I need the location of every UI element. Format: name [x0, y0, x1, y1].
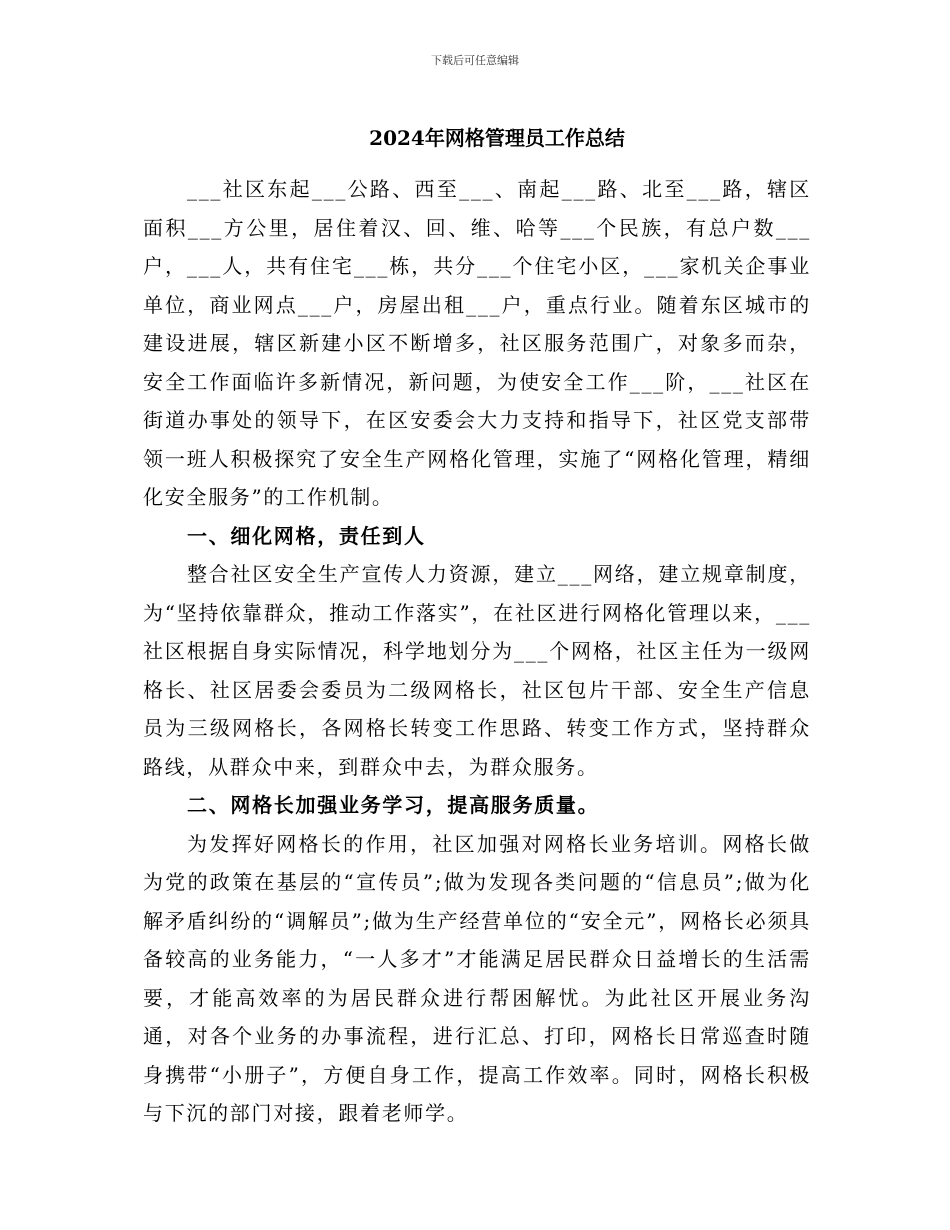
document-title: 2024年网格管理员工作总结 [369, 126, 625, 150]
section-2-heading: 二、网格长加强业务学习，提高服务质量。 [187, 793, 600, 817]
page-header-note: 下载后可任意编辑 [431, 54, 519, 67]
intro-paragraph: ___社区东起___公路、西至___、南起___路、北至___路，辖区面积___方公里，居住着汉、回、维、哈等___个民族，有总户数___户，___人，共有住宅___栋，共分___个住宅小区，___家机关企事业单位，商业网点___户，房屋出租___户，重点行业。随着东区城市的建设进展，辖区新建小区不断增多，社区服务范围广，对象多而杂，安全工作面临许多新情况，新问题，为使安全工作___阶，___社区在街道办事处的领导下，在区安委会大力支持和指导下，社区党支部带领一班人积极探究了安全生产网格化管理，实施了“网格化管理，精细化安全服务”的工作机制。 [143, 177, 811, 509]
section-1-paragraph: 整合社区安全生产宣传人力资源，建立___网络，建立规章制度，为“坚持依靠群众，推动工作落实”，在社区进行网格化管理以来，___社区根据自身实际情况，科学地划分为___个网格，社区主任为一级网格长、社区居委会委员为二级网格长，社区包片干部、安全生产信息员为三级网格长，各网格长转变工作思路、转变工作方式，坚持群众路线，从群众中来，到群众中去，为群众服务。 [143, 562, 811, 779]
section-1-heading: 一、细化网格，责任到人 [187, 523, 426, 548]
section-2-paragraph: 为发挥好网格长的作用，社区加强对网格长业务培训。网格长做为党的政策在基层的“宣传员”;做为发现各类问题的“信息员”;做为化解矛盾纠纷的“调解员”;做为生产经营单位的“安全元”，网格长必须具备较高的业务能力，“一人多才”才能满足居民群众日益增长的生活需要，才能高效率的为居民群众进行帮困解忧。为此社区开展业务沟通，对各个业务的办事流程，进行汇总、打印，网格长日常巡查时随身携带“小册子”，方便自身工作，提高工作效率。同时，网格长积极与下沉的部门对接，跟着老师学。 [143, 831, 811, 1125]
document-body [143, 170, 811, 1133]
